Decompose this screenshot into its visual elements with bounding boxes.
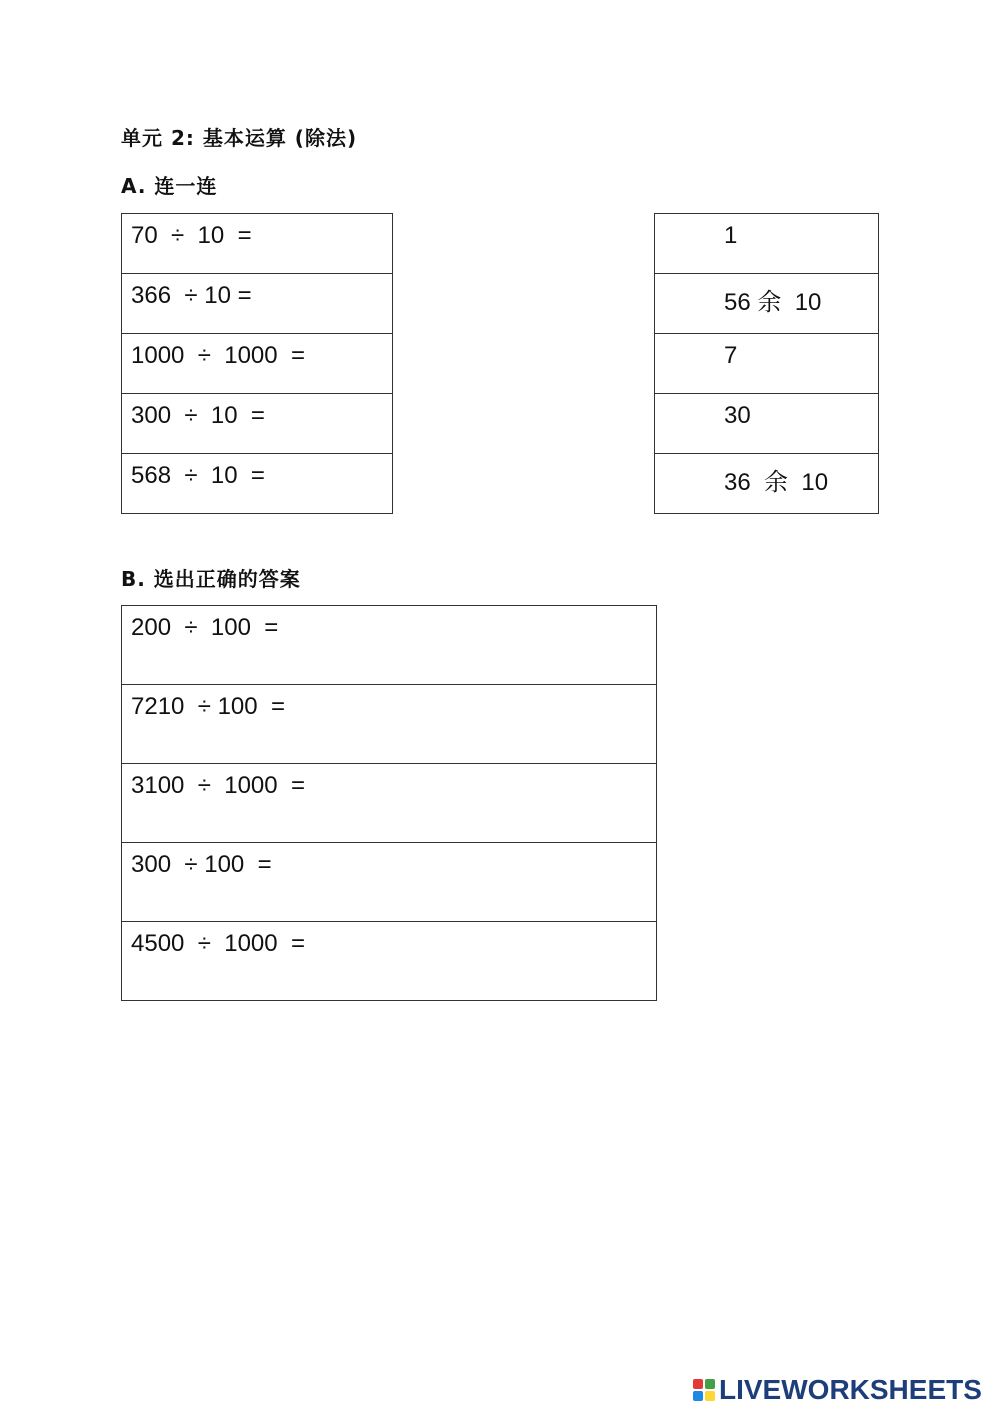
question-cell[interactable] [122,922,657,1001]
question-cell[interactable] [122,764,657,843]
expression-text: 300 ÷ 10 = [131,402,265,429]
section-a-heading: A. 连一连 [121,174,218,198]
answer-cell[interactable] [655,394,879,454]
question-cell[interactable] [122,843,657,922]
question-text: 200 ÷ 100 = [131,614,279,641]
matching-right-table [654,213,879,514]
answer-cell[interactable] [655,274,879,334]
question-cell[interactable] [122,606,657,685]
question-text: 4500 ÷ 1000 = [131,930,305,957]
answer-text: 30 [724,402,751,429]
question-text: 7210 ÷ 100 = [131,693,285,720]
answer-text: 7 [724,342,738,369]
expression-cell[interactable] [122,214,393,274]
answer-cell[interactable] [655,334,879,394]
expression-text: 366 ÷ 10 = [131,282,252,309]
expression-text: 568 ÷ 10 = [131,462,265,489]
logo-text: LIVEWORKSHEETS [719,1374,982,1405]
answer-text: 56 余 10 [724,289,822,316]
liveworksheets-logo [693,1374,982,1406]
expression-cell[interactable] [122,274,393,334]
section-b-heading: B. 选出正确的答案 [121,567,301,591]
answer-text: 36 余 10 [724,469,829,496]
expression-text: 70 ÷ 10 = [131,222,252,249]
expression-cell[interactable] [122,454,393,514]
question-text: 300 ÷ 100 = [131,851,272,878]
matching-left-table [121,213,393,514]
expression-text: 1000 ÷ 1000 = [131,342,305,369]
answer-cell[interactable] [655,454,879,514]
expression-cell[interactable] [122,334,393,394]
answer-cell[interactable] [655,214,879,274]
question-cell[interactable] [122,685,657,764]
question-text: 3100 ÷ 1000 = [131,772,305,799]
answer-text: 1 [724,222,738,249]
choose-answer-table [121,605,657,1001]
page-title: 单元 2: 基本运算 (除法) [121,126,358,150]
logo-squares-icon [693,1379,715,1401]
expression-cell[interactable] [122,394,393,454]
